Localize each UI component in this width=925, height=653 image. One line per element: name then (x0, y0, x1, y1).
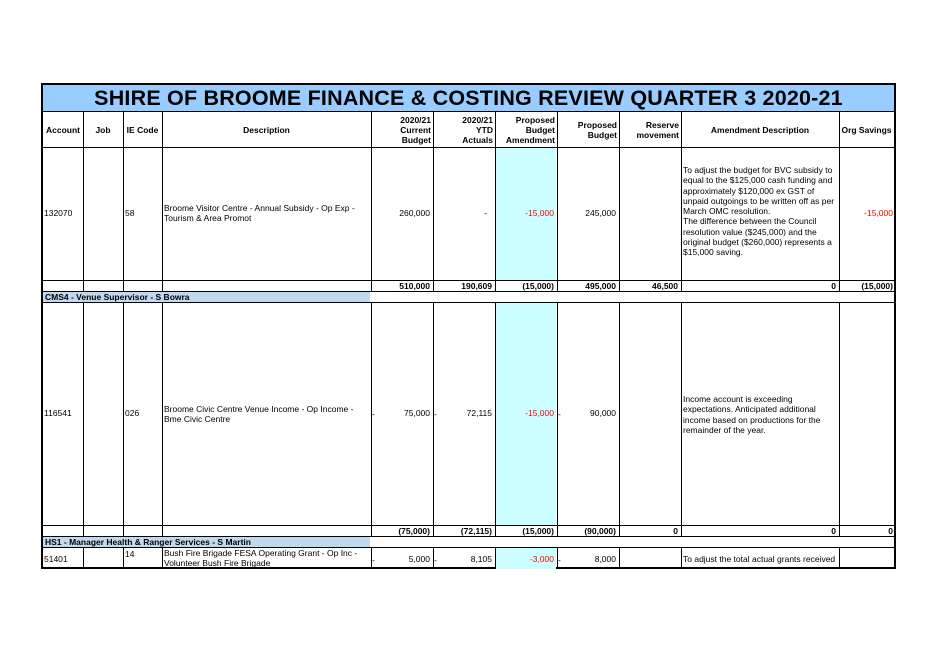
col-rule (123, 547, 124, 569)
header-account: Account (46, 124, 80, 135)
subtotal2-current-budget: (75,000) (398, 526, 430, 536)
row1-current-budget: 260,000 (399, 208, 430, 218)
sheet-title: SHIRE OF BROOME FINANCE & COSTING REVIEW QUARTER 3 2020-21 (43, 85, 894, 112)
col-rule (83, 302, 84, 537)
row3-dash: - (434, 555, 437, 565)
col-rule (162, 112, 163, 292)
header-reserve-movement: Reserve movement (636, 119, 679, 140)
subtotal1-amendment: (15,000) (522, 281, 554, 291)
row3-proposed-budget: 8,000 (594, 554, 616, 564)
header-org-savings: Org Savings (841, 124, 892, 135)
row2-proposed-budget: 90,000 (590, 408, 616, 418)
header-description: Description (243, 124, 290, 135)
row2-dash: - (434, 409, 437, 419)
subtotal1-desc-total: 0 (831, 281, 836, 291)
col-rule (619, 112, 620, 292)
row2-description: Broome Civic Centre Venue Income - Op Income - Bme Civic Centre (164, 404, 354, 425)
subtotal2-reserve: 0 (673, 526, 678, 536)
subtotal1-current-budget: 510,000 (399, 281, 430, 291)
col-rule (839, 547, 840, 569)
subtotal2-ytd-actuals: (72,115) (460, 526, 492, 536)
col-rule (83, 547, 84, 569)
section-label-hs1: HS1 - Manager Health & Ranger Services - S Martin (43, 537, 370, 547)
col-rule (123, 112, 124, 292)
row3-account: 51401 (44, 554, 68, 564)
col-rule (495, 302, 496, 537)
col-rule (371, 302, 372, 537)
col-rule (83, 112, 84, 292)
row2-ytd-actuals: 72,115 (466, 408, 492, 418)
header-job: Job (95, 124, 111, 135)
row3-ytd-actuals: 8,105 (470, 554, 492, 564)
col-rule (681, 112, 682, 292)
subtotal1-reserve: 46,500 (652, 281, 678, 291)
col-rule (619, 302, 620, 537)
col-rule (681, 302, 682, 537)
row1-ie-code: 58 (125, 208, 135, 218)
section-label-cms4: CMS4 - Venue Supervisor - S Bowra (43, 292, 370, 302)
row2-amendment-description: Income account is exceeding expectations. Anticipated additional income based on productions for the remainder of the year. (683, 394, 821, 435)
row1-amendment: -15,000 (525, 208, 554, 218)
col-rule (619, 547, 620, 569)
col-rule (839, 302, 840, 537)
col-rule (371, 112, 372, 292)
subtotal1-ytd-actuals: 190,609 (461, 281, 492, 291)
row3-amendment-description: To adjust the total actual grants received (683, 554, 836, 564)
header-amendment-description: Amendment Description (710, 124, 810, 135)
col-rule (557, 112, 558, 292)
subtotal2-amendment: (15,000) (522, 526, 554, 536)
row2-current-budget: 75,000 (404, 408, 430, 418)
subtotal1-proposed-budget: 495,000 (585, 281, 616, 291)
row2-dash: - (372, 409, 375, 419)
subtotal1-org-savings: (15,000) (861, 281, 893, 291)
col-rule (123, 302, 124, 537)
col-rule (162, 302, 163, 537)
col-rule (839, 112, 840, 292)
rule (43, 147, 894, 148)
finance-review-sheet (41, 83, 896, 569)
row1-amendment-description: To adjust the budget for BVC subsidy to equal to the $125,000 cash funding and approximately $120,000 ex GST of unpaid outgoings to be written off as per March OMC resolution. The difference between the Council resolution value ($245,000) and the original budget ($260,000) represents a $15,000 saving. (683, 165, 835, 258)
subtotal2-org-savings: 0 (888, 526, 893, 536)
row2-amendment: -15,000 (525, 408, 554, 418)
row3-ie-code: 14 (125, 549, 135, 559)
row2-dash: - (558, 409, 561, 419)
header-current-budget: 2020/21 Current Budget (400, 114, 431, 145)
row3-dash: - (558, 555, 561, 565)
row1-description: Broome Visitor Centre - Annual Subsidy - Op Exp - Tourism & Area Promot (164, 203, 355, 224)
row2-account: 116541 (44, 408, 72, 418)
subtotal2-proposed-budget: (90,000) (584, 526, 616, 536)
row2-ie-code: 026 (125, 408, 140, 418)
header-proposed-budget: Proposed Budget (577, 119, 617, 140)
row3-amendment: -3,000 (529, 554, 554, 564)
header-proposed-amendment: Proposed Budget Amendment (505, 114, 555, 145)
col-rule (495, 112, 496, 292)
row3-dash: - (372, 555, 375, 565)
row3-description: Bush Fire Brigade FESA Operating Grant - Op Inc - Volunteer Bush Fire Brigade (164, 548, 358, 569)
col-rule (557, 302, 558, 537)
row1-org-savings: -15,000 (864, 208, 893, 218)
header-ie-code: IE Code (126, 124, 159, 135)
row3-current-budget: 5,000 (408, 554, 430, 564)
col-rule (433, 112, 434, 292)
col-rule (433, 302, 434, 537)
col-rule (681, 547, 682, 569)
row1-proposed-budget: 245,000 (585, 208, 616, 218)
header-ytd-actuals: 2020/21 YTD Actuals (462, 114, 493, 145)
subtotal2-desc-total: 0 (831, 526, 836, 536)
rule (43, 302, 894, 303)
row1-account: 132070 (44, 208, 73, 218)
row1-ytd-actuals: - (484, 208, 487, 218)
col-rule (162, 547, 163, 569)
